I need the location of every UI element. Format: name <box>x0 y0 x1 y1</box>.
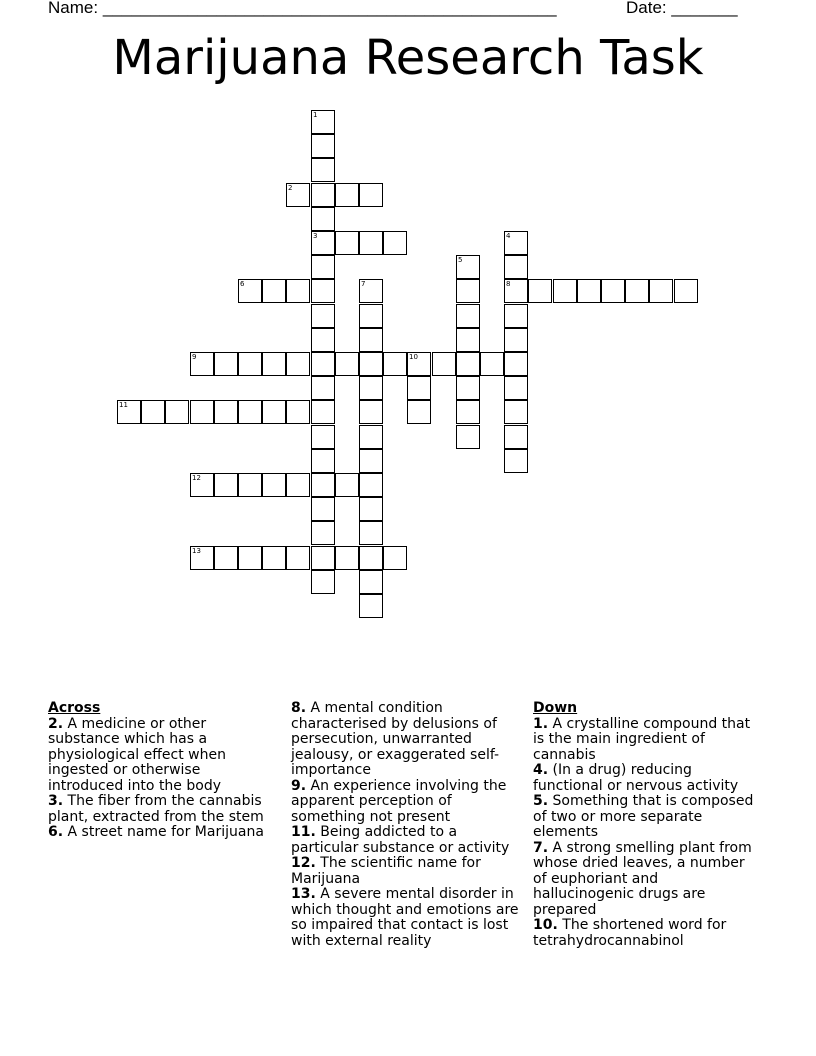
grid-cell[interactable] <box>311 279 335 303</box>
clues-column-3 <box>533 701 761 949</box>
clue-across: 2. A medicine or other substance which has a physiological effect when ingested or otherwise introduced into the body <box>48 715 226 794</box>
grid-cell[interactable] <box>190 473 214 497</box>
grid-cell[interactable] <box>359 546 383 570</box>
grid-cell[interactable] <box>311 425 335 449</box>
grid-cell[interactable] <box>214 546 238 570</box>
grid-cell[interactable] <box>407 400 431 424</box>
grid-cell[interactable] <box>262 400 286 424</box>
grid-cell[interactable] <box>311 497 335 521</box>
grid-cell[interactable] <box>238 279 262 303</box>
grid-cell[interactable] <box>504 352 528 376</box>
grid-cell[interactable] <box>359 376 383 400</box>
clues-column-1 <box>48 701 276 841</box>
clue-down: 5. Something that is composed of two or more separate elements <box>533 793 754 840</box>
grid-cell[interactable] <box>504 255 528 279</box>
grid-cell[interactable] <box>359 449 383 473</box>
date-field[interactable]: _______ <box>671 0 738 17</box>
grid-cell[interactable] <box>649 279 673 303</box>
grid-cell[interactable] <box>359 328 383 352</box>
grid-cell[interactable] <box>262 473 286 497</box>
grid-cell[interactable] <box>238 400 262 424</box>
grid-cell[interactable] <box>504 279 528 303</box>
grid-cell[interactable] <box>238 352 262 376</box>
grid-cell[interactable] <box>190 400 214 424</box>
grid-cell[interactable] <box>504 231 528 255</box>
clue-down: 7. A strong smelling plant from whose dried leaves, a number of euphoriant and hallucinogenic drugs are prepared <box>533 839 752 918</box>
grid-cell[interactable] <box>504 328 528 352</box>
grid-cell[interactable] <box>311 400 335 424</box>
clue-number: 3 <box>313 232 318 240</box>
grid-cell[interactable] <box>311 546 335 570</box>
grid-cell[interactable] <box>504 304 528 328</box>
grid-cell[interactable] <box>601 279 625 303</box>
grid-cell[interactable] <box>625 279 649 303</box>
grid-cell[interactable] <box>335 352 359 376</box>
grid-cell[interactable] <box>117 400 141 424</box>
grid-cell[interactable] <box>311 570 335 594</box>
grid-cell[interactable] <box>359 304 383 328</box>
grid-cell[interactable] <box>311 473 335 497</box>
grid-cell[interactable] <box>359 570 383 594</box>
grid-cell[interactable] <box>311 521 335 545</box>
grid-cell[interactable] <box>286 473 310 497</box>
grid-cell[interactable] <box>456 352 480 376</box>
grid-cell[interactable] <box>286 183 310 207</box>
grid-cell[interactable] <box>359 352 383 376</box>
grid-cell[interactable] <box>311 134 335 158</box>
grid-cell[interactable] <box>335 231 359 255</box>
grid-cell[interactable] <box>335 183 359 207</box>
grid-cell[interactable] <box>359 594 383 618</box>
grid-cell[interactable] <box>359 473 383 497</box>
grid-cell[interactable] <box>577 279 601 303</box>
clue-across: 3. The fiber from the cannabis plant, extracted from the stem <box>48 793 264 825</box>
grid-cell[interactable] <box>311 376 335 400</box>
clue-number: 8 <box>506 280 511 288</box>
grid-cell[interactable] <box>214 400 238 424</box>
clue-number: 2 <box>288 184 293 192</box>
clue-down: 4. (In a drug) reducing functional or nervous activity <box>533 762 739 794</box>
grid-cell[interactable] <box>456 304 480 328</box>
grid-cell[interactable] <box>359 231 383 255</box>
grid-cell[interactable] <box>311 328 335 352</box>
grid-cell[interactable] <box>335 473 359 497</box>
grid-cell[interactable] <box>165 400 189 424</box>
grid-cell[interactable] <box>286 400 310 424</box>
clue-across: 8. A mental condition characterised by delusions of persecution, unwarranted jealousy, or exaggerated self-importance <box>291 700 500 778</box>
clue-across: 6. A street name for Marijuana <box>48 824 264 840</box>
clue-across: 9. An experience involving the apparent perception of something not present <box>291 777 507 825</box>
clue-number: 9 <box>192 353 197 361</box>
grid-cell[interactable] <box>504 449 528 473</box>
grid-cell[interactable] <box>504 376 528 400</box>
grid-cell[interactable] <box>504 425 528 449</box>
grid-cell[interactable] <box>190 546 214 570</box>
grid-cell[interactable] <box>311 183 335 207</box>
clues-column-2 <box>291 701 523 949</box>
grid-cell[interactable] <box>311 352 335 376</box>
clue-number: 12 <box>192 474 201 482</box>
name-label: Name: <box>48 0 99 17</box>
grid-cell[interactable] <box>262 279 286 303</box>
name-field[interactable]: ________________________________________________ <box>102 0 557 17</box>
grid-cell[interactable] <box>286 352 310 376</box>
grid-cell[interactable] <box>238 473 262 497</box>
grid-cell[interactable] <box>456 376 480 400</box>
grid-cell[interactable] <box>456 425 480 449</box>
grid-cell[interactable] <box>311 110 335 134</box>
grid-cell[interactable] <box>286 279 310 303</box>
grid-cell[interactable] <box>383 546 407 570</box>
grid-cell[interactable] <box>262 546 286 570</box>
grid-cell[interactable] <box>286 546 310 570</box>
grid-cell[interactable] <box>504 400 528 424</box>
grid-cell[interactable] <box>141 400 165 424</box>
grid-cell[interactable] <box>432 352 456 376</box>
grid-cell[interactable] <box>359 400 383 424</box>
grid-cell[interactable] <box>383 231 407 255</box>
grid-cell[interactable] <box>359 497 383 521</box>
grid-cell[interactable] <box>383 352 407 376</box>
grid-cell[interactable] <box>359 279 383 303</box>
grid-cell[interactable] <box>214 352 238 376</box>
grid-cell[interactable] <box>311 304 335 328</box>
grid-cell[interactable] <box>359 521 383 545</box>
grid-cell[interactable] <box>311 449 335 473</box>
clue-number: 1 <box>313 111 318 119</box>
date-label: Date: <box>626 0 667 17</box>
grid-cell[interactable] <box>311 255 335 279</box>
grid-cell[interactable] <box>359 425 383 449</box>
clue-number: 7 <box>361 280 366 288</box>
clue-number: 10 <box>409 353 418 361</box>
grid-cell[interactable] <box>262 352 286 376</box>
clue-number: 4 <box>506 232 511 240</box>
grid-cell[interactable] <box>528 279 552 303</box>
clue-number: 13 <box>192 547 201 555</box>
grid-cell[interactable] <box>674 279 698 303</box>
grid-cell[interactable] <box>407 376 431 400</box>
clue-down: 1. A crystalline compound that is the main ingredient of cannabis <box>533 715 751 763</box>
clue-across: 12. The scientific name for Marijuana <box>291 855 481 887</box>
grid-cell[interactable] <box>238 546 262 570</box>
clue-number: 6 <box>240 280 245 288</box>
grid-cell[interactable] <box>553 279 577 303</box>
grid-cell[interactable] <box>311 207 335 231</box>
grid-cell[interactable] <box>407 352 431 376</box>
grid-cell[interactable] <box>311 158 335 182</box>
clue-across: 13. A severe mental disorder in which thought and emotions are so impaired that contact is lost with external reality <box>291 886 519 949</box>
clue-down: 10. The shortened word for tetrahydrocannabinol <box>533 917 727 949</box>
page-title: Marijuana Research Task <box>112 30 704 86</box>
grid-cell[interactable] <box>480 352 504 376</box>
grid-cell[interactable] <box>214 473 238 497</box>
clue-number: 5 <box>458 256 463 264</box>
clue-across: 11. Being addicted to a particular substance or activity <box>291 824 510 856</box>
grid-cell[interactable] <box>359 183 383 207</box>
down-heading: Down <box>533 700 578 716</box>
grid-cell[interactable] <box>456 255 480 279</box>
grid-cell[interactable] <box>456 400 480 424</box>
grid-cell[interactable] <box>190 352 214 376</box>
grid-cell[interactable] <box>456 328 480 352</box>
clue-number: 11 <box>119 401 128 409</box>
grid-cell[interactable] <box>456 279 480 303</box>
grid-cell[interactable] <box>335 546 359 570</box>
grid-cell[interactable] <box>311 231 335 255</box>
across-heading: Across <box>48 700 101 716</box>
